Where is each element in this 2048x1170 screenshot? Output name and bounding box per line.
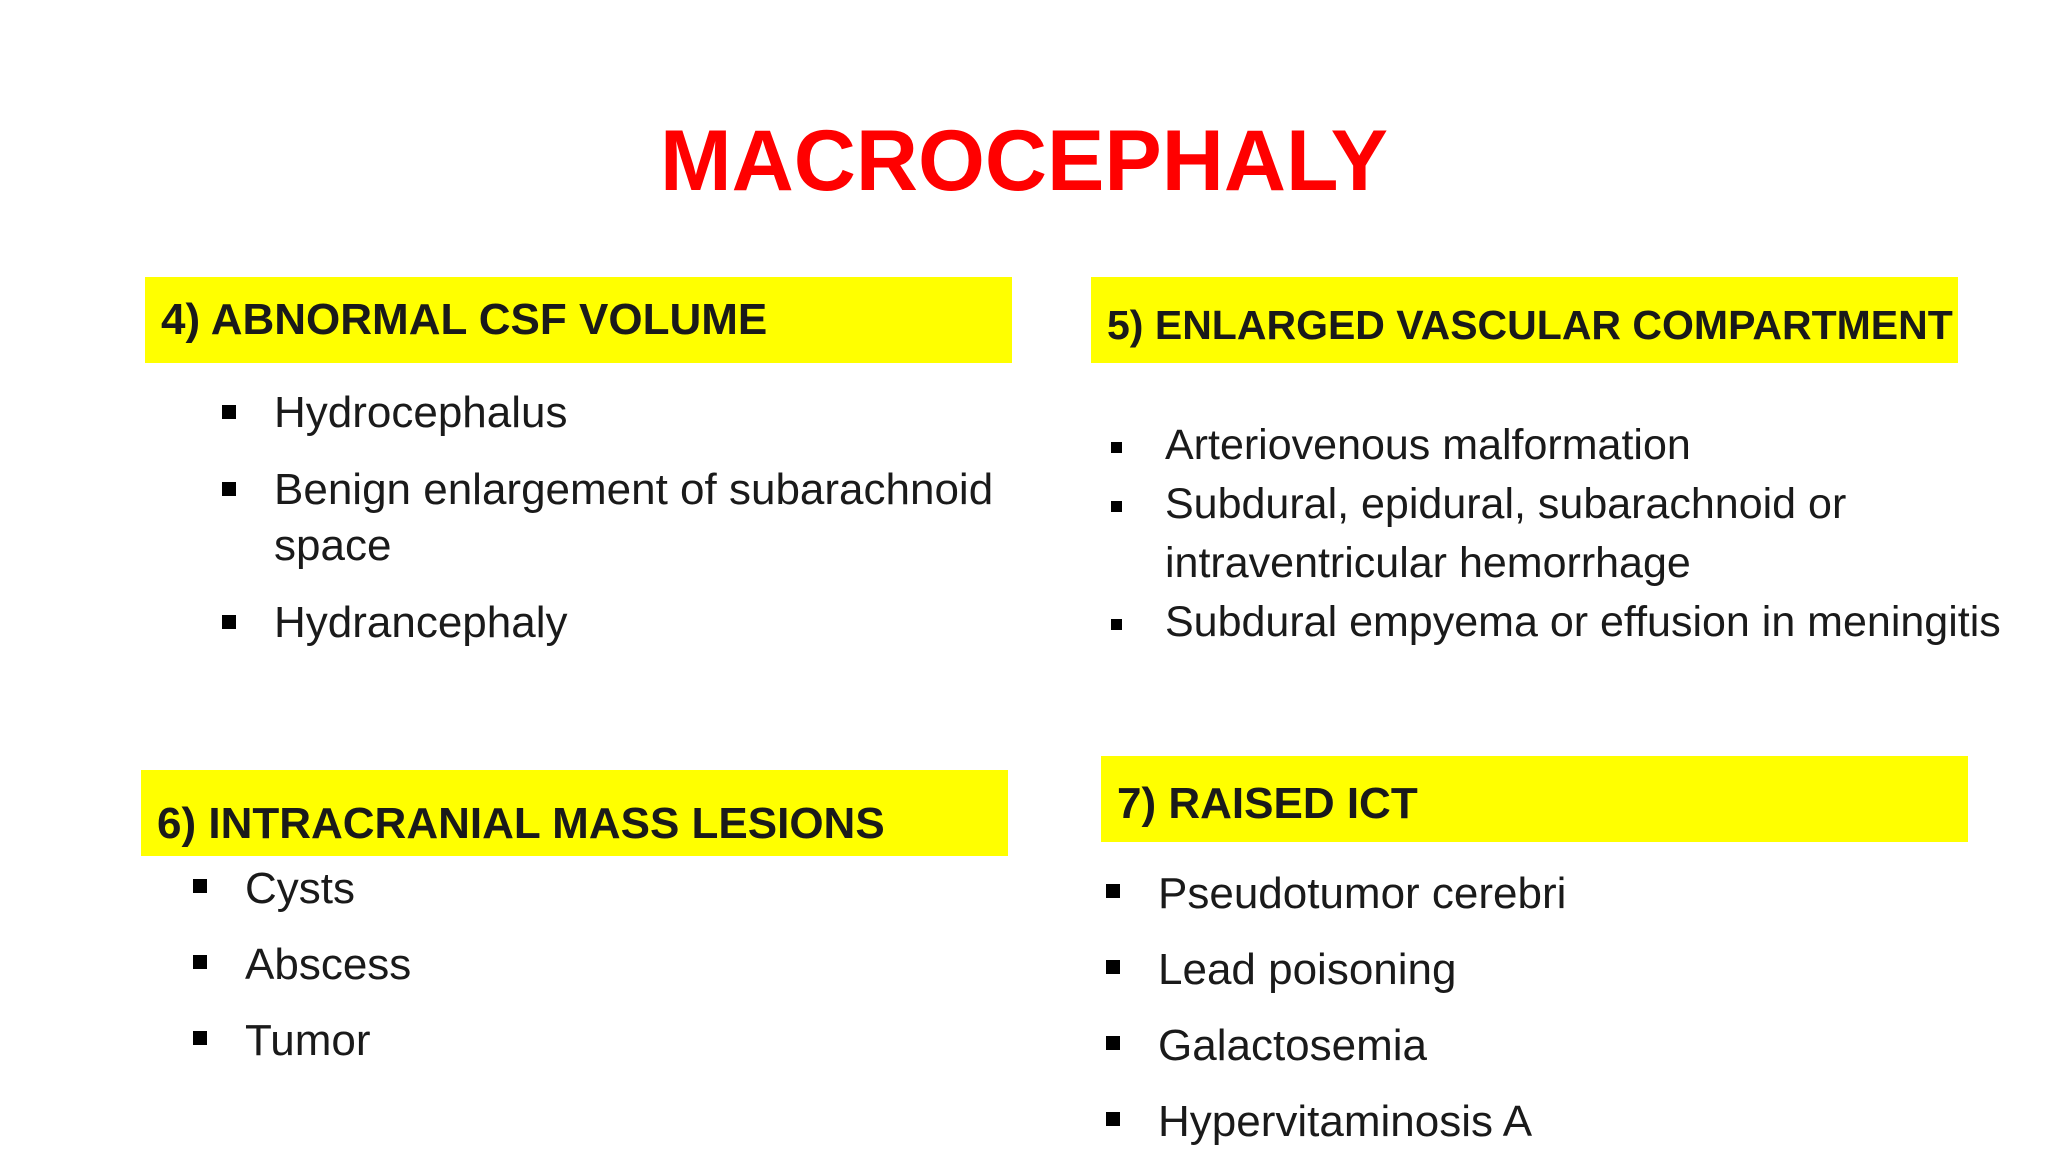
list-item-text: Tumor xyxy=(245,1016,371,1065)
list-enlarged-vascular-compartment xyxy=(1165,416,2045,652)
list-item xyxy=(1158,1094,2018,1150)
list-item-text: Hydrocephalus xyxy=(274,388,568,437)
square-bullet-icon xyxy=(1111,442,1122,453)
square-bullet-icon xyxy=(1111,501,1122,512)
list-item-text: Cysts xyxy=(245,864,355,913)
slide-title: MACROCEPHALY xyxy=(660,113,1388,209)
list-item xyxy=(1158,866,2018,922)
list-item xyxy=(1165,475,2045,593)
list-item-text: Abscess xyxy=(245,940,412,989)
square-bullet-icon xyxy=(1106,960,1120,974)
square-bullet-icon xyxy=(1106,1112,1120,1126)
list-item-text: Hydrancephaly xyxy=(274,598,568,647)
square-bullet-icon xyxy=(1111,619,1122,630)
list-item-text: Lead poisoning xyxy=(1158,945,1457,994)
section-heading-abnormal-csf-volume: 4) ABNORMAL CSF VOLUME xyxy=(145,277,1012,363)
square-bullet-icon xyxy=(193,955,207,969)
list-item xyxy=(274,462,1054,574)
list-item xyxy=(274,385,1054,441)
square-bullet-icon xyxy=(222,482,236,496)
list-item-text: Arteriovenous malformation xyxy=(1165,421,1691,469)
list-item-text: Subdural empyema or effusion in meningitis xyxy=(1165,598,2001,646)
section-heading-raised-ict: 7) RAISED ICT xyxy=(1101,756,1968,842)
list-item xyxy=(1165,416,2045,475)
section-heading-intracranial-mass-lesions: 6) INTRACRANIAL MASS LESIONS xyxy=(141,770,1008,856)
list-item-text: Subdural, epidural, subarachnoid or intraventricular hemorrhage xyxy=(1165,480,1847,587)
list-raised-ict xyxy=(1158,866,2018,1170)
list-item xyxy=(1158,942,2018,998)
section-heading-enlarged-vascular-compartment: 5) ENLARGED VASCULAR COMPARTMENT xyxy=(1091,277,1958,363)
square-bullet-icon xyxy=(193,1031,207,1045)
list-item-text: Benign enlargement of subarachnoid space xyxy=(274,465,994,570)
list-item xyxy=(274,595,1054,651)
list-intracranial-mass-lesions xyxy=(245,861,945,1089)
list-item xyxy=(245,861,945,917)
square-bullet-icon xyxy=(222,405,236,419)
square-bullet-icon xyxy=(1106,1036,1120,1050)
square-bullet-icon xyxy=(222,615,236,629)
square-bullet-icon xyxy=(1106,884,1120,898)
list-item xyxy=(245,1013,945,1069)
list-item xyxy=(1158,1018,2018,1074)
list-item-text: Galactosemia xyxy=(1158,1021,1428,1070)
list-item xyxy=(245,937,945,993)
list-item-text: Pseudotumor cerebri xyxy=(1158,869,1567,918)
list-item-text: Hypervitaminosis A xyxy=(1158,1097,1533,1146)
list-item xyxy=(1165,593,2045,652)
square-bullet-icon xyxy=(193,879,207,893)
list-abnormal-csf-volume xyxy=(274,385,1054,672)
